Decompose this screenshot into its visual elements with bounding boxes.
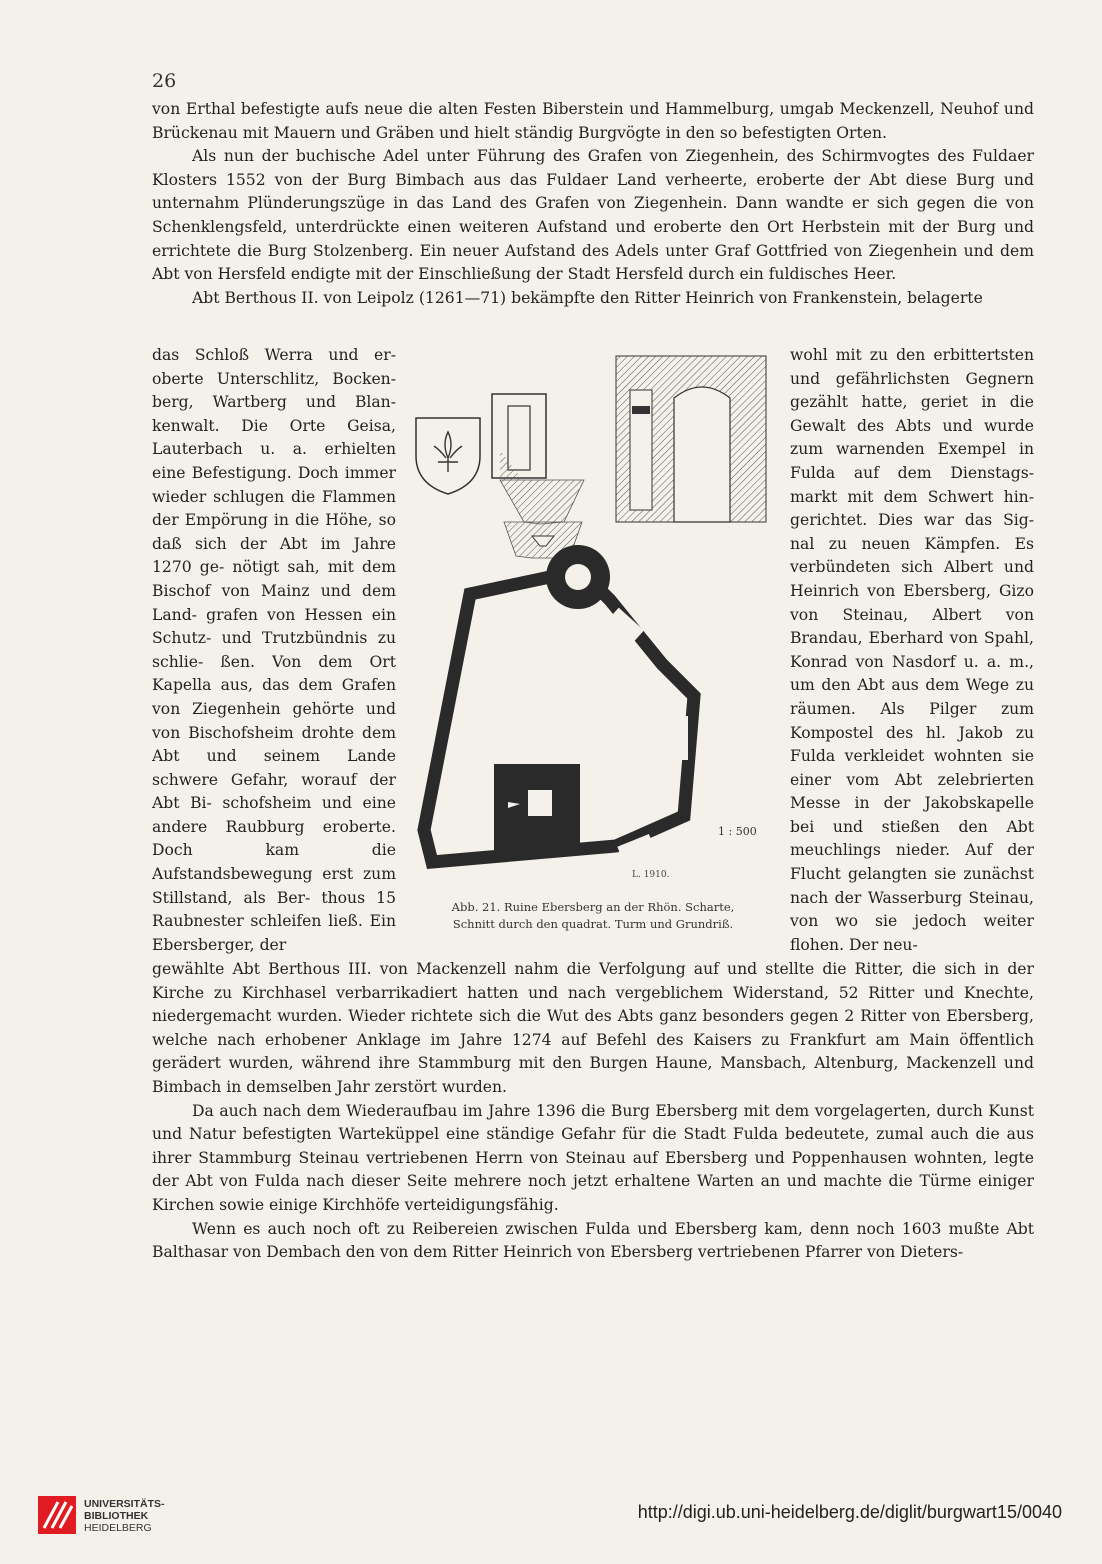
coat-of-arms-icon [416,418,480,494]
tower-section-drawing [616,356,766,522]
ground-plan-drawing [424,545,694,862]
text-block-top [152,98,1034,310]
paragraph: von Erthal befestigte aufs neue die alten Festen Biberstein und Hammelburg, umgab Meckenzell, Neuhof und Brückenau mit Mauern und Gräben und hielt ständig Burgvögte in den so befestigten Orten. [152,100,1034,142]
figure-drawing [404,346,782,896]
source-url-link[interactable]: http://digi.ub.uni-heidelberg.de/diglit/burgwart15/0040 [637,1502,1062,1522]
artist-signature: L. 1910. [632,870,670,880]
right-column-text: wohl mit zu den erbittertsten und gefährlichsten Gegnern gezählt hatte, geriet in die Gewalt des Abts und wurde zum warnenden Exempel in Fulda auf dem Dienstags- markt mit dem Schwert hin- gerichtet. Dies war das Sig- nal zu neuen Kämpfen. Es verbündeten sich Albert und Heinrich von Ebersberg, Gizo von Steinau, Albert von Brandau, Eberhard von Spahl, Konrad von Nasdorf u. a. m., um den Abt aus dem Wege zu räumen. Als Pilger zum Kompostel des hl. Jakob zu Fulda verkleidet wohnten sie einer vom Abt zelebrierten Messe in der Jakobskapelle bei und stießen den Abt meuchlings nieder. Auf der Flucht gelangten sie zunächst nach der Wasserburg Steinau, von wo sie jedoch weiter flohen. Der neu- [790,346,1034,954]
library-line: BIBLIOTHEK [84,1510,149,1522]
text-block-bottom [152,958,1034,1265]
paragraph: Als nun der buchische Adel unter Führung des Grafen von Ziegenhein, des Schirmvogtes des Fuldaer Klosters 1552 von der Burg Bimbach aus das Fuldaer Land verheerte, eroberte der Abt diese Burg und unternahm Plünderungszüge in das Land des Grafen von Ziegenhein. Dann wandte er sich gegen die von Schenklengsfeld, unterdrückte einen weiteren Aufstand und eroberte den Ort Herbstein mit der Burg und errichtete die Burg Stolzenberg. Ein neuer Aufstand des Adels unter Graf Gottfried von Ziegenhein und dem Abt von Hersfeld endigte mit der Einschließung der Stadt Hersfeld durch ein fuldisches Heer. [152,147,1034,284]
caption-line: Schnitt durch den quadrat. Turm und Grundriß. [452,917,734,931]
caption-line: Abb. 21. Ruine Ebersberg an der Rhön. Scharte, [451,900,735,914]
figure-ruine-ebersberg [404,346,782,946]
left-column-text: das Schloß Werra und er- oberte Unterschlitz, Bocken- berg, Wartberg und Blan- kenwalt. Die Orte Geisa, Lauterbach u. a. erhielten eine Befestigung. Doch immer wieder schlugen die Flammen der Empörung in die Höhe, so daß sich der Abt im Jahre 1270 ge- nötigt sah, mit dem Bischof von Mainz und dem Land- grafen von Hessen ein Schutz- und Trutzbündnis zu schlie- ßen. Von dem Ort Kapella aus, das dem Grafen von Ziegenhein gehörte und von Bischofsheim drohte dem Abt und seinem Lande schwere Gefahr, worauf der Abt Bi- schofsheim und eine andere Raubburg eroberte. Doch kam die Aufstandsbewegung erst zum Stillstand, als Ber- thous 15 Raubnester schleifen ließ. Ein Ebersberger, der [152,346,396,954]
paragraph: gewählte Abt Berthous III. von Mackenzell nahm die Verfolgung auf und stellte die Ritter, die sich in der Kirche zu Kirchhasel verbarrikadiert hatten und nach vergeblichem Widerstand, 52 Ritter und Knechte, niedergemacht wurden. Wieder richtete sich die Wut des Abts ganz besonders gegen 2 Ritter von Ebersberg, welche nach erhobener Anklage im Jahre 1274 auf Befehl des Kaisers zu Frankfurt am Main öffentlich gerädert wurden, während ihre Stammburg mit den Burgen Haune, Mansbach, Altenburg, Mackenzell und Bimbach in demselben Jahr zerstört wurden. [152,960,1034,1096]
paragraph: Abt Berthous II. von Leipolz (1261—71) bekämpfte den Ritter Heinrich von Frankenstein, belagerte [192,288,983,307]
scale-label: 1 : 500 [718,825,757,838]
library-logo[interactable] [36,1494,206,1542]
paragraph: Wenn es auch noch oft zu Reibereien zwischen Fulda und Ebersberg kam, denn noch 1603 mußte Abt Balthasar von Dembach den von dem Ritter Heinrich von Ebersberg vertriebenen Pfarrer von Dieters- [152,1219,1034,1262]
page-number: 26 [152,70,177,92]
embrasure-drawing [492,394,584,558]
library-logo-icon [38,1496,76,1534]
library-name [84,1498,165,1534]
figure-caption [404,899,782,933]
library-line: HEIDELBERG [84,1522,152,1534]
paragraph: Da auch nach dem Wiederaufbau im Jahre 1396 die Burg Ebersberg mit dem vorgelagerten, durch Kunst und Natur befestigten Warteküppel eine ständige Gefahr für die Stadt Fulda bedeutete, zumal auch die aus ihrer Stammburg Steinau vertriebenen Herrn von Steinau auf Ebersberg und Poppenhausen wohnten, legte der Abt von Fulda nach dieser Seite mehrere noch jetzt erhaltene Warten an und machte die Türme einiger Kirchen sowie einige Kirchhöfe verteidigungsfähig. [152,1101,1034,1214]
library-line: UNIVERSITÄTS- [84,1498,165,1510]
